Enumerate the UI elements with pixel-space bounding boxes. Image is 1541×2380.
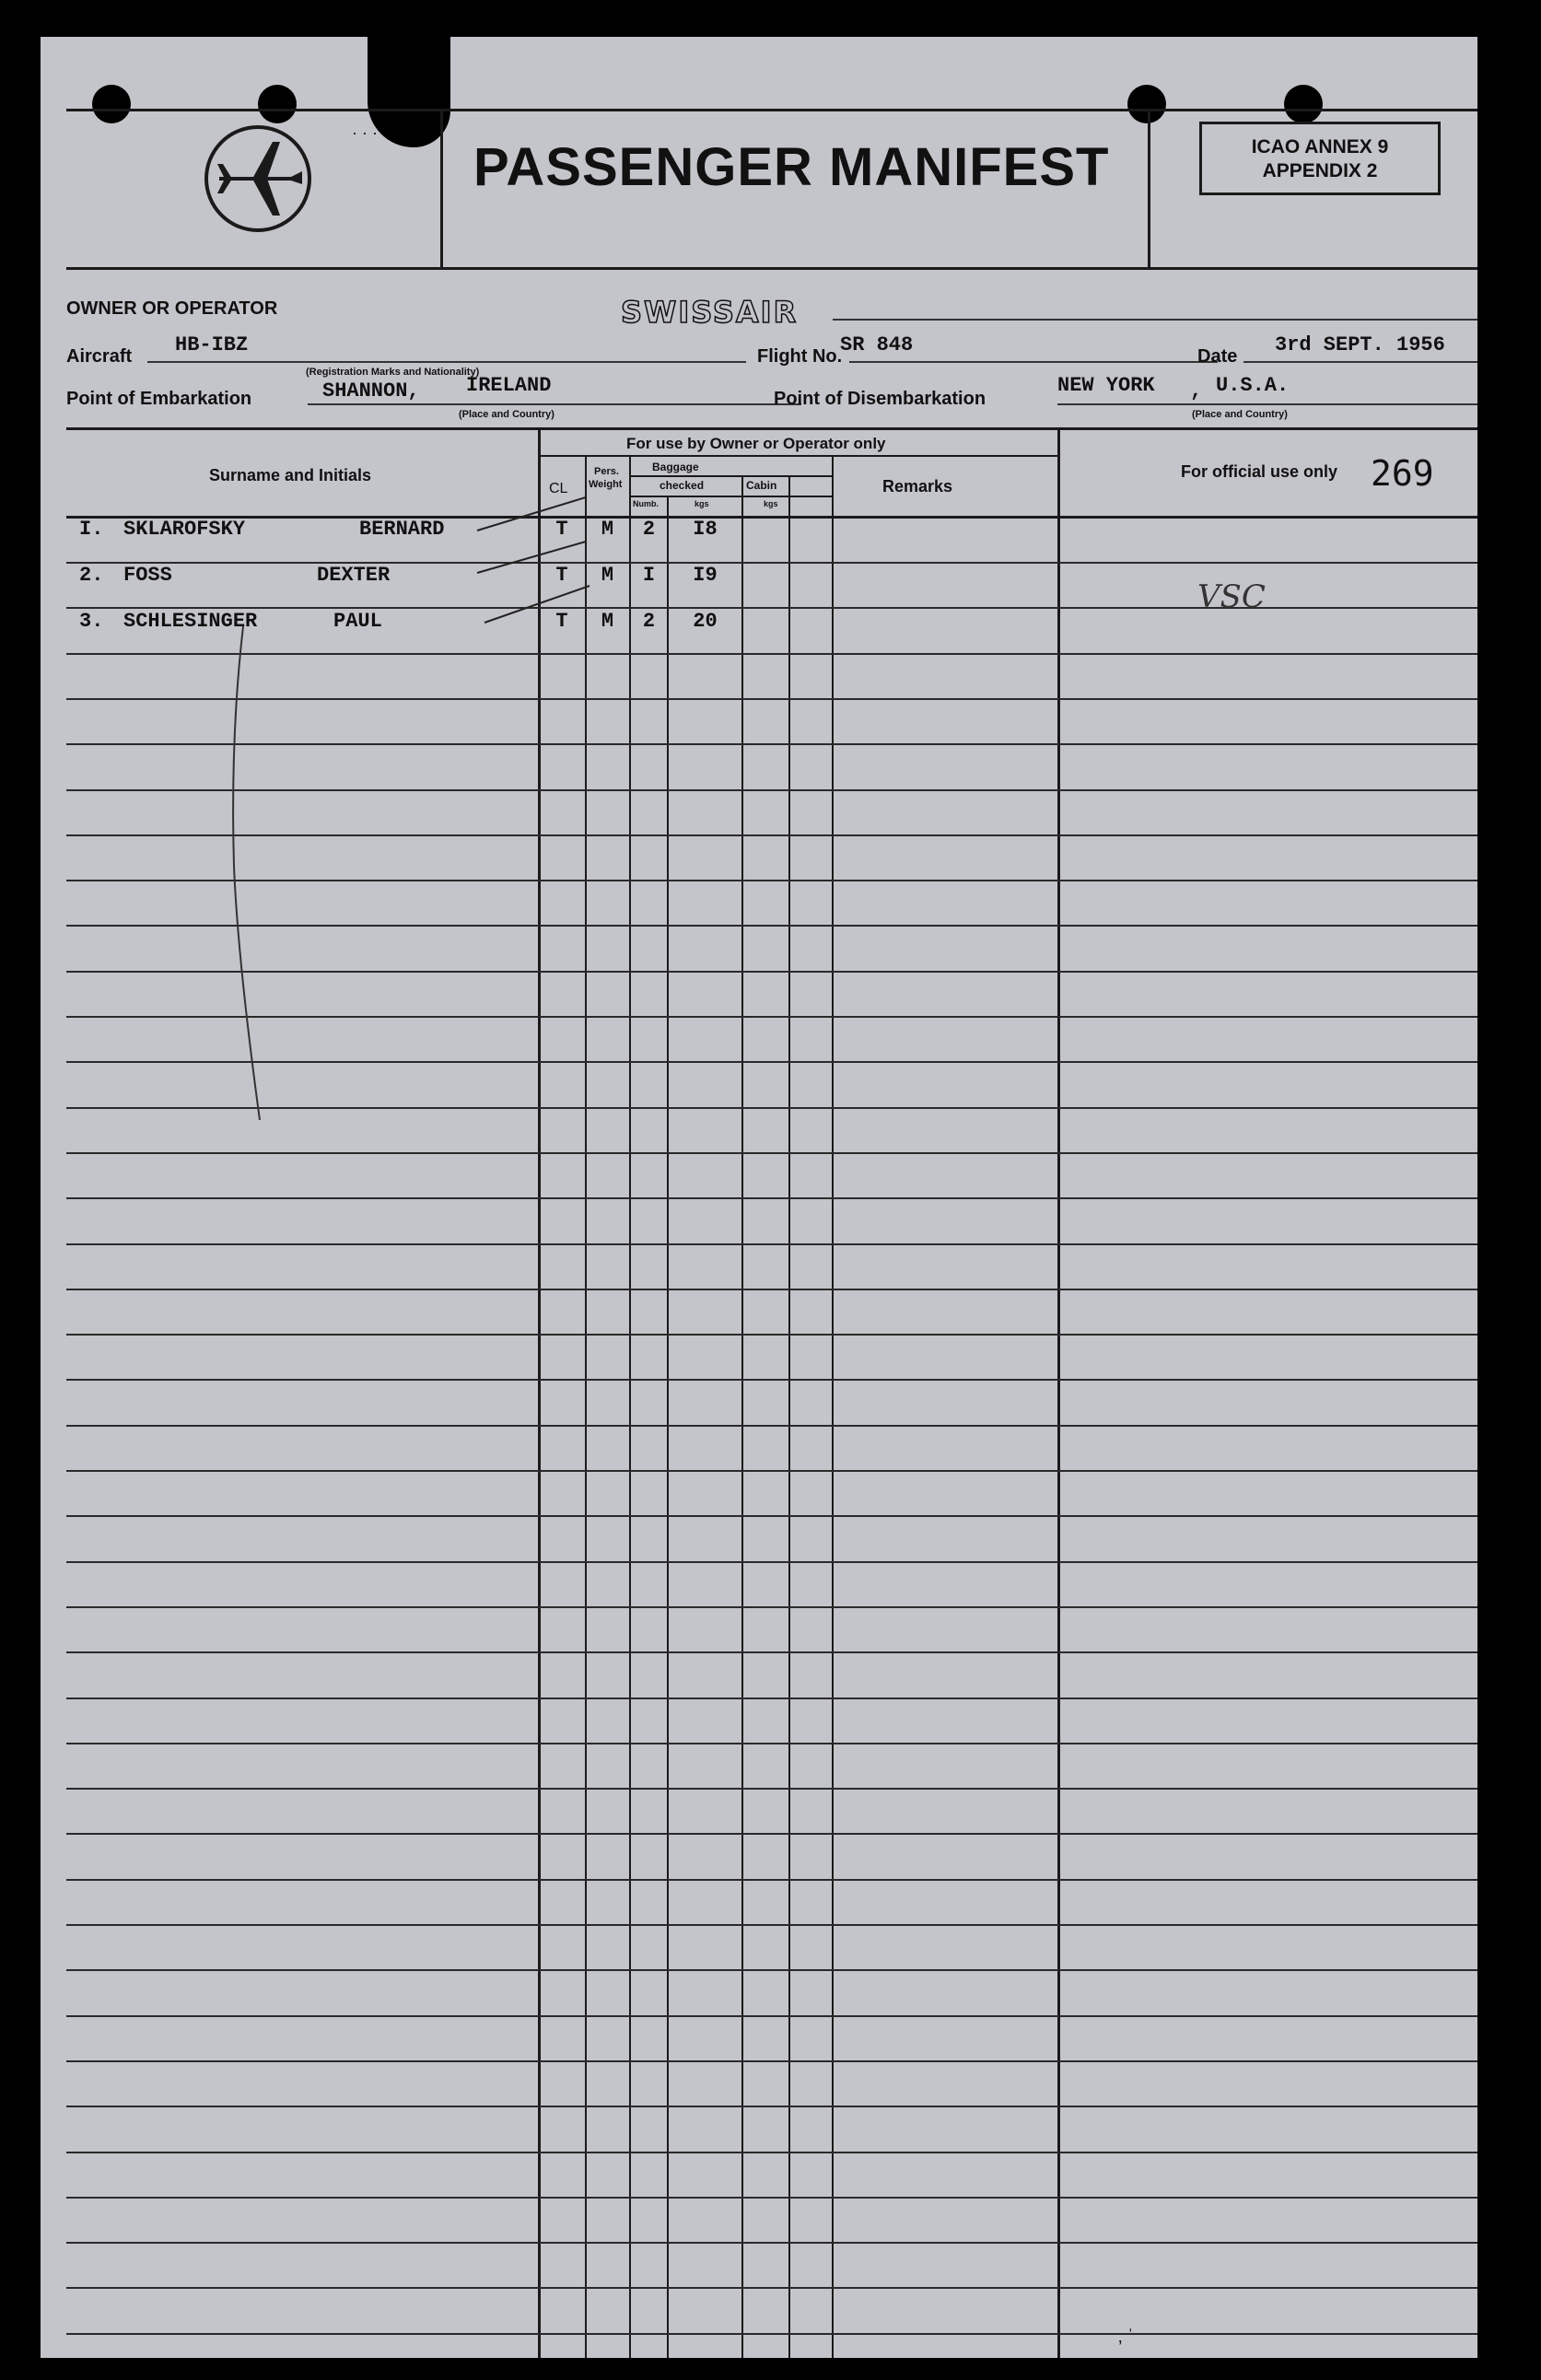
passenger-numb: 2 [642, 518, 656, 541]
owner-label: OWNER OR OPERATOR [66, 298, 278, 319]
row-line [66, 2333, 1477, 2335]
row-line [66, 1606, 1477, 1608]
embarkation-country: IRELAND [466, 374, 552, 397]
aircraft-label: Aircraft [66, 346, 133, 367]
row-line [66, 1470, 1477, 1472]
passenger-numb: 2 [642, 610, 656, 633]
row-line [66, 2106, 1477, 2107]
passenger-cl: T [555, 518, 568, 541]
passenger-surname: SCHLESINGER [123, 610, 258, 633]
row-line [66, 1561, 1477, 1563]
col-kgs-checked-label: kgs [695, 499, 709, 508]
passenger-no: 3. [79, 610, 104, 633]
aircraft-note: (Registration Marks and Nationality) [306, 367, 480, 378]
row-line [66, 1379, 1477, 1381]
row-line [66, 2287, 1477, 2289]
owner-use-label: For use by Owner or Operator only [626, 435, 886, 452]
row-line [66, 1743, 1477, 1744]
passenger-cl: T [555, 564, 568, 587]
passenger-weight: M [601, 564, 614, 587]
row-line [66, 1698, 1477, 1699]
col-cabin-label: Cabin [746, 479, 777, 492]
official-use-label: For official use only [1181, 462, 1338, 481]
col-remarks-label: Remarks [882, 477, 953, 496]
row-line [66, 2242, 1477, 2244]
passenger-surname: FOSS [123, 564, 172, 587]
passenger-surname: SKLAROFSKY [123, 518, 246, 541]
col-name-label: Surname and Initials [209, 466, 372, 484]
disembarkation-city: NEW YORK [1057, 374, 1155, 397]
row-line [66, 1833, 1477, 1835]
handwritten-strokes [41, 37, 1477, 1234]
disembarkation-sep: , [1190, 379, 1203, 402]
col-cl-label: CL [549, 481, 568, 496]
row-line [66, 2015, 1477, 2017]
official-number: 269 [1371, 453, 1434, 494]
row-line [66, 1969, 1477, 1971]
col-weight-label-2: Weight [589, 479, 623, 490]
passenger-kgs: I9 [693, 564, 718, 587]
passenger-kgs: 20 [693, 610, 718, 633]
row-line [66, 1651, 1477, 1653]
passenger-first: DEXTER [317, 564, 391, 587]
passenger-cl: T [555, 610, 568, 633]
operator-name: SWISSAIR [621, 295, 799, 330]
col-kgs-cabin-label: kgs [764, 499, 778, 508]
embarkation-city: SHANNON, [322, 379, 420, 402]
row-line [66, 1879, 1477, 1881]
disembarkation-country: U.S.A. [1216, 374, 1290, 397]
passenger-kgs: I8 [693, 518, 718, 541]
dots-mark: · · · [352, 123, 378, 142]
row-line [66, 1924, 1477, 1926]
row-line [66, 2060, 1477, 2062]
row-line [66, 1289, 1477, 1290]
icao-line-1: ICAO ANNEX 9 [1251, 136, 1389, 158]
row-line [66, 1334, 1477, 1336]
row-line [66, 2152, 1477, 2153]
col-numb-label: Numb. [633, 499, 659, 508]
passenger-first: PAUL [333, 610, 382, 633]
official-mark: VSC [1197, 578, 1266, 615]
page-title: PASSENGER MANIFEST [473, 137, 1110, 197]
date-value: 3rd SEPT. 1956 [1275, 333, 1445, 356]
col-checked-label: checked [660, 479, 705, 492]
disembarkation-label: Point of Disembarkation [774, 389, 986, 409]
row-line [66, 2197, 1477, 2199]
row-line [66, 1425, 1477, 1427]
aircraft-value: HB-IBZ [175, 333, 249, 356]
row-line [66, 1515, 1477, 1517]
date-label: Date [1197, 346, 1238, 367]
col-weight-label-1: Pers. [594, 466, 619, 477]
row-line [66, 1788, 1477, 1790]
row-line [66, 1243, 1477, 1245]
flight-value: SR 848 [840, 333, 914, 356]
disembarkation-note: (Place and Country) [1192, 409, 1288, 420]
embarkation-note: (Place and Country) [459, 409, 555, 420]
embarkation-label: Point of Embarkation [66, 389, 252, 409]
col-baggage-label: Baggage [652, 461, 699, 473]
passenger-weight: M [601, 518, 614, 541]
manifest-sheet [41, 37, 1477, 2358]
passenger-no: I. [79, 518, 104, 541]
passenger-no: 2. [79, 564, 104, 587]
passenger-first: BERNARD [359, 518, 445, 541]
passenger-weight: M [601, 610, 614, 633]
flight-label: Flight No. [757, 346, 843, 367]
passenger-numb: I [642, 564, 656, 587]
icao-line-2: APPENDIX 2 [1262, 160, 1378, 181]
bottom-marks: ‚ ˈ [1118, 2327, 1134, 2347]
